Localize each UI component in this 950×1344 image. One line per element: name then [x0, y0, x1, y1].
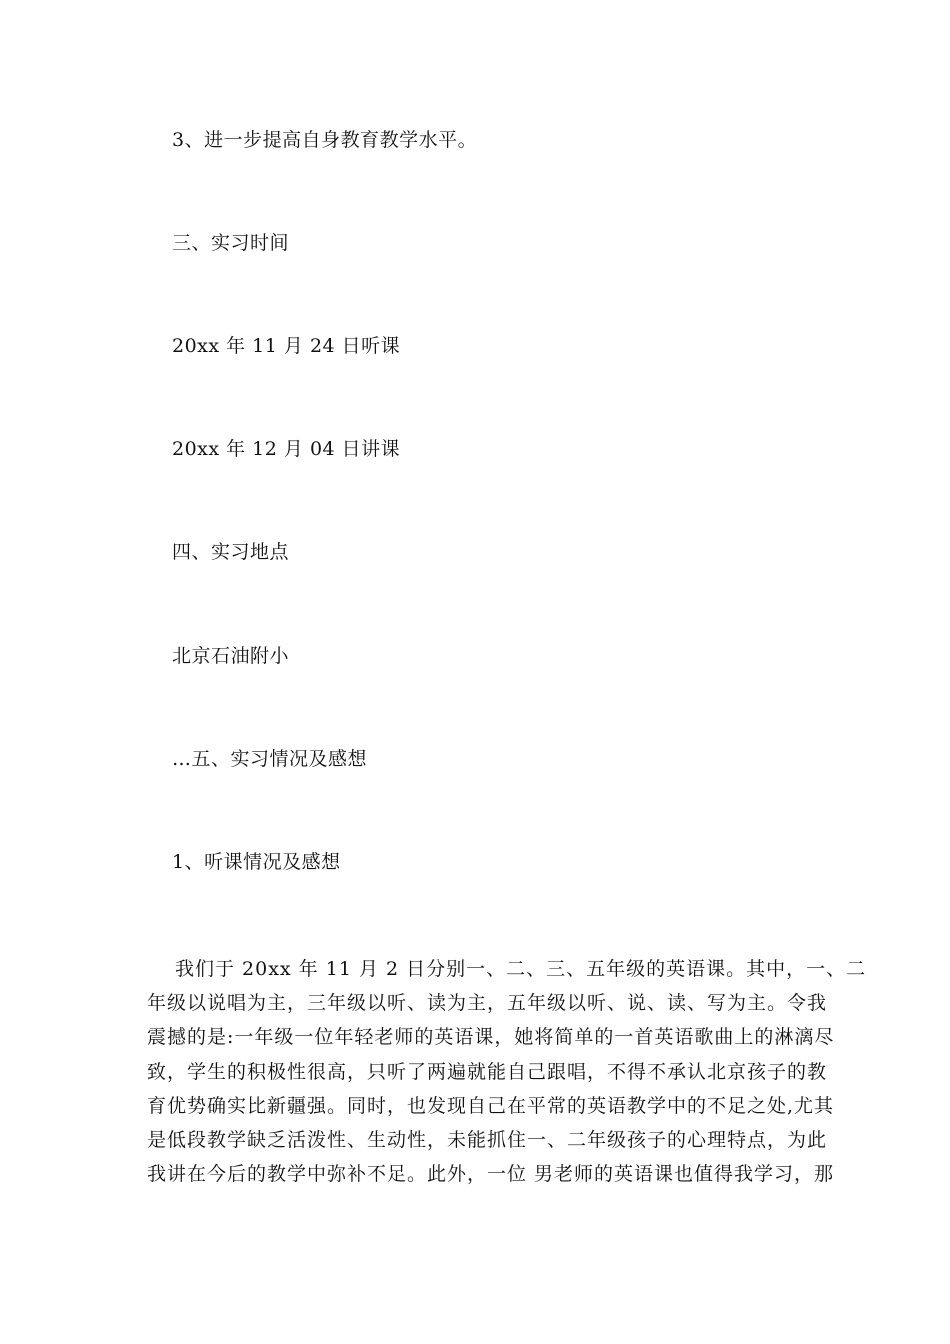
section-heading-internship-location: 四、实习地点: [172, 541, 290, 563]
paragraph-line: 我们于 20xx 年 11 月 2 日分别一、二、三、五年级的英语课。其中，一、二: [175, 958, 867, 980]
paragraph-line: 我讲在今后的教学中弥补不足。此外，一位 男老师的英语课也值得我学习，那: [147, 1163, 835, 1186]
paragraph-line: 育优势确实比新疆强。同时，也发现自己在平常的英语教学中的不足之处,尤其: [147, 1094, 835, 1117]
section-heading-internship-time: 三、实习时间: [172, 232, 290, 254]
section-heading-situation-reflections: …五、实习情况及感想: [172, 748, 368, 770]
date-line-teaching: 20xx 年 12 月 04 日讲课: [172, 438, 401, 460]
paragraph-line: 年级以说唱为主，三年级以听、读为主，五年级以听、说、读、写为主。令我: [147, 992, 828, 1015]
paragraph-line: 致，学生的积极性很高，只听了两遍就能自己跟唱，不得不承认北京孩子的教: [147, 1060, 828, 1083]
subsection-heading-listening: 1、听课情况及感想: [172, 851, 341, 873]
location-text: 北京石油附小: [172, 645, 290, 667]
paragraph-line: 震撼的是:一年级一位年轻老师的英语课，她将简单的一首英语歌曲上的淋漓尽: [147, 1026, 835, 1049]
goal-item-3: 3、进一步提高自身教育教学水平。: [172, 129, 478, 151]
body-paragraph: [147, 952, 867, 1191]
paragraph-line: 是低段教学缺乏活泼性、生动性，未能抓住一、二年级孩子的心理特点，为此: [147, 1129, 828, 1152]
date-line-listening: 20xx 年 11 月 24 日听课: [172, 335, 401, 357]
